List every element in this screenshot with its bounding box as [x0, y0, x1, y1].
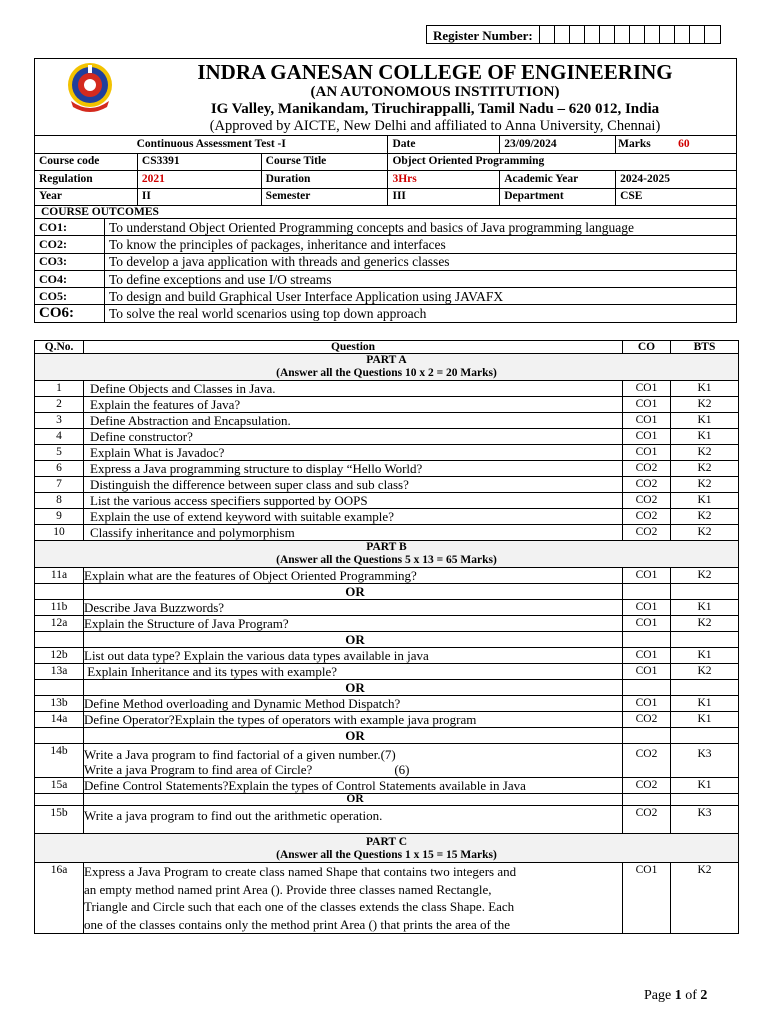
- question-co: CO1: [623, 429, 671, 445]
- course-outcome-row: [35, 219, 737, 236]
- question-number: 4: [35, 429, 84, 445]
- question-bts: K2: [671, 461, 739, 477]
- question-text: Explain Inheritance and its types with example?: [84, 664, 623, 680]
- part-b-header: [35, 541, 739, 568]
- outcome-code: CO5:: [35, 288, 105, 305]
- question-bts: K1: [671, 712, 739, 728]
- question-header: Question: [84, 341, 623, 354]
- question-row: [35, 696, 739, 712]
- course-outcome-row: [35, 236, 737, 253]
- register-number-cells: [540, 26, 720, 43]
- college-name: INDRA GANESAN COLLEGE OF ENGINEERING: [197, 60, 673, 84]
- question-bts: K1: [671, 778, 739, 794]
- outcome-code: CO3:: [35, 253, 105, 270]
- question-row: [35, 445, 739, 461]
- co-header: CO: [623, 341, 671, 354]
- question-co: CO1: [623, 381, 671, 397]
- question-line: an empty method named print Area (). Provide three classes named Rectangle,: [84, 881, 492, 897]
- register-number-cell: [570, 26, 585, 43]
- info-row-year: [35, 188, 737, 206]
- question-text: Define Objects and Classes in Java.: [84, 381, 623, 397]
- question-text: Distinguish the difference between super class and sub class?: [84, 477, 623, 493]
- question-co: CO2: [623, 712, 671, 728]
- question-number: 11a: [35, 568, 84, 584]
- college-logo: [61, 61, 119, 113]
- course-outcomes-heading: COURSE OUTCOMES: [34, 205, 737, 219]
- page-footer: [644, 988, 707, 1004]
- register-number-cell: [600, 26, 615, 43]
- outcome-text: To know the principles of packages, inheritance and interfaces: [105, 236, 737, 253]
- date-label: Date: [388, 136, 500, 154]
- question-line: Write a java Program to find area of Circle?: [84, 762, 313, 777]
- qno-header: Q.No.: [35, 341, 84, 354]
- outcome-text: To define exceptions and use I/O streams: [105, 270, 737, 287]
- question-line: Express a Java Program to create class named Shape that contains two integers and: [84, 864, 517, 879]
- department-value: CSE: [616, 188, 737, 206]
- approval-text: (Approved by AICTE, New Delhi and affiliated to Anna University, Chennai): [209, 118, 661, 134]
- question-co: CO1: [623, 863, 671, 934]
- question-co: CO2: [623, 493, 671, 509]
- question-bts: K2: [671, 397, 739, 413]
- info-row-regulation: [35, 171, 737, 189]
- info-row-course: [35, 153, 737, 171]
- or-label: OR: [84, 728, 623, 744]
- duration-label: Duration: [261, 171, 388, 189]
- question-bts: K1: [671, 696, 739, 712]
- question-co: CO2: [623, 525, 671, 541]
- question-row: [35, 461, 739, 477]
- question-bts: K2: [671, 509, 739, 525]
- question-text: Define Control Statements?Explain the types of Control Statements available in Java: [84, 778, 623, 794]
- semester-value: III: [388, 188, 500, 206]
- question-text: Explain the Structure of Java Program?: [84, 616, 623, 632]
- question-number: 12b: [35, 648, 84, 664]
- page-word: Page: [644, 988, 672, 1003]
- course-code-value: CS3391: [137, 153, 261, 171]
- of-word: of: [685, 988, 697, 1003]
- question-number: 8: [35, 493, 84, 509]
- question-text: Define Operator?Explain the types of operators with example java program: [84, 712, 623, 728]
- question-row: [35, 509, 739, 525]
- part-b-instruction: (Answer all the Questions 5 x 13 = 65 Marks): [276, 554, 497, 566]
- part-c-instruction: (Answer all the Questions 1 x 15 = 15 Marks): [276, 849, 497, 861]
- question-marks: (6): [394, 762, 410, 777]
- question-text: Explain what are the features of Object Oriented Programming?: [84, 568, 623, 584]
- bts-header: BTS: [671, 341, 739, 354]
- question-row: [35, 778, 739, 794]
- register-number-cell: [615, 26, 630, 43]
- or-label: OR: [84, 794, 623, 806]
- marks-label: Marks: [618, 137, 651, 150]
- question-row: [35, 477, 739, 493]
- test-name: Continuous Assessment Test -I: [35, 136, 388, 154]
- semester-label: Semester: [261, 188, 388, 206]
- register-number-cell: [705, 26, 720, 43]
- question-bts: K2: [671, 863, 739, 934]
- question-line: Write a Java program to find factorial of a given number.(7): [84, 747, 396, 762]
- question-number: 3: [35, 413, 84, 429]
- question-number: 14b: [35, 744, 84, 778]
- course-outcome-row: [35, 288, 737, 305]
- outcome-code: CO1:: [35, 219, 105, 236]
- question-number: 12a: [35, 616, 84, 632]
- marks-value: 60: [678, 137, 690, 150]
- question-row: [35, 712, 739, 728]
- or-row: [35, 728, 739, 744]
- register-number-cell: [645, 26, 660, 43]
- question-row: [35, 616, 739, 632]
- register-number-cell: [675, 26, 690, 43]
- question-text: [84, 863, 623, 934]
- question-number: 7: [35, 477, 84, 493]
- part-c-header: [35, 834, 739, 863]
- regulation-label: Regulation: [35, 171, 138, 189]
- question-co: CO2: [623, 477, 671, 493]
- question-row: [35, 863, 739, 934]
- question-co: CO2: [623, 509, 671, 525]
- course-title-value: Object Oriented Programming: [388, 153, 737, 171]
- course-outcome-row: [35, 270, 737, 287]
- question-row: [35, 413, 739, 429]
- register-number-cell: [690, 26, 705, 43]
- question-co: CO1: [623, 664, 671, 680]
- register-number-cell: [630, 26, 645, 43]
- question-number: 5: [35, 445, 84, 461]
- question-text: Explain What is Javadoc?: [84, 445, 623, 461]
- or-row: [35, 584, 739, 600]
- question-text: Describe Java Buzzwords?: [84, 600, 623, 616]
- question-co: CO1: [623, 648, 671, 664]
- or-label: OR: [84, 632, 623, 648]
- outcome-code: CO6:: [35, 305, 105, 322]
- question-row: [35, 568, 739, 584]
- duration-value: 3Hrs: [388, 171, 500, 189]
- question-number: 2: [35, 397, 84, 413]
- question-text: Explain the features of Java?: [84, 397, 623, 413]
- question-text: Classify inheritance and polymorphism: [84, 525, 623, 541]
- question-number: 16a: [35, 863, 84, 934]
- outcome-text: To solve the real world scenarios using top down approach: [105, 305, 737, 322]
- question-row: [35, 806, 739, 834]
- questions-header-row: [35, 341, 739, 354]
- question-bts: K1: [671, 648, 739, 664]
- question-bts: K1: [671, 493, 739, 509]
- question-text: Define Abstraction and Encapsulation.: [84, 413, 623, 429]
- question-text: Define constructor?: [84, 429, 623, 445]
- outcome-code: CO2:: [35, 236, 105, 253]
- question-text: Express a Java programming structure to display “Hello World?: [84, 461, 623, 477]
- question-co: CO1: [623, 696, 671, 712]
- question-bts: K2: [671, 445, 739, 461]
- question-text: [84, 744, 623, 778]
- part-b-title: PART B: [366, 541, 407, 553]
- question-co: CO1: [623, 413, 671, 429]
- question-bts: K1: [671, 429, 739, 445]
- course-info-table: [34, 135, 737, 206]
- question-row: [35, 664, 739, 680]
- college-address: IG Valley, Manikandam, Tiruchirappalli, Tamil Nadu – 620 012, India: [210, 101, 660, 117]
- questions-table: [34, 340, 739, 934]
- question-bts: K2: [671, 616, 739, 632]
- or-label: OR: [84, 680, 623, 696]
- course-outcomes-table: [34, 218, 737, 323]
- question-co: CO2: [623, 461, 671, 477]
- academic-year-value: 2024-2025: [616, 171, 737, 189]
- question-bts: K3: [671, 806, 739, 834]
- question-co: CO1: [623, 445, 671, 461]
- or-row: [35, 680, 739, 696]
- institution-status: (AN AUTONOMOUS INSTITUTION): [310, 84, 560, 100]
- course-code-label: Course code: [35, 153, 138, 171]
- or-row: [35, 794, 739, 806]
- register-number-cell: [585, 26, 600, 43]
- part-a-header: [35, 354, 739, 381]
- course-outcome-row: [35, 253, 737, 270]
- question-row: [35, 429, 739, 445]
- college-header: [34, 58, 737, 136]
- question-bts: K1: [671, 381, 739, 397]
- question-bts: K2: [671, 477, 739, 493]
- question-co: CO2: [623, 778, 671, 794]
- question-bts: K2: [671, 664, 739, 680]
- register-number-cell: [660, 26, 675, 43]
- question-row: [35, 600, 739, 616]
- marks-cell: [616, 136, 737, 154]
- register-number-cell: [540, 26, 555, 43]
- question-bts: K2: [671, 525, 739, 541]
- course-outcome-row: [35, 305, 737, 322]
- question-number: 15b: [35, 806, 84, 834]
- question-number: 9: [35, 509, 84, 525]
- question-text: Define Method overloading and Dynamic Method Dispatch?: [84, 696, 623, 712]
- or-label: OR: [84, 584, 623, 600]
- question-co: CO1: [623, 397, 671, 413]
- question-number: 11b: [35, 600, 84, 616]
- question-text: Explain the use of extend keyword with suitable example?: [84, 509, 623, 525]
- question-text: List out data type? Explain the various data types available in java: [84, 648, 623, 664]
- page-total: 2: [700, 988, 708, 1003]
- register-number-label: Register Number:: [427, 26, 540, 43]
- year-label: Year: [35, 188, 138, 206]
- page-number: 1: [674, 988, 682, 1003]
- register-number-box: [426, 25, 721, 44]
- outcome-text: To develop a java application with threads and generics classes: [105, 253, 737, 270]
- question-bts: K1: [671, 413, 739, 429]
- or-row: [35, 632, 739, 648]
- question-row: [35, 648, 739, 664]
- info-row-test: [35, 136, 737, 154]
- part-a-instruction: (Answer all the Questions 10 x 2 = 20 Marks): [276, 367, 497, 379]
- outcome-code: CO4:: [35, 270, 105, 287]
- question-co: CO2: [623, 744, 671, 778]
- question-line: Triangle and Circle such that each one of the classes extends the class Shape. Each: [84, 899, 515, 914]
- question-number: 13a: [35, 664, 84, 680]
- part-a-title: PART A: [366, 354, 407, 366]
- question-bts: K1: [671, 600, 739, 616]
- question-bts: K3: [671, 744, 739, 778]
- question-row: [35, 744, 739, 778]
- question-co: CO1: [623, 600, 671, 616]
- question-row: [35, 525, 739, 541]
- question-number: 1: [35, 381, 84, 397]
- academic-year-label: Academic Year: [500, 171, 616, 189]
- outcome-text: To understand Object Oriented Programming concepts and basics of Java programming language: [105, 219, 737, 236]
- question-number: 15a: [35, 778, 84, 794]
- question-number: 13b: [35, 696, 84, 712]
- question-number: 10: [35, 525, 84, 541]
- question-co: CO1: [623, 568, 671, 584]
- course-title-label: Course Title: [261, 153, 388, 171]
- register-number-cell: [555, 26, 570, 43]
- question-co: CO1: [623, 616, 671, 632]
- date-value: 23/09/2024: [500, 136, 616, 154]
- question-co: CO2: [623, 806, 671, 834]
- department-label: Department: [500, 188, 616, 206]
- question-number: 14a: [35, 712, 84, 728]
- year-value: II: [137, 188, 261, 206]
- question-bts: K2: [671, 568, 739, 584]
- question-number: 6: [35, 461, 84, 477]
- question-row: [35, 493, 739, 509]
- regulation-value: 2021: [137, 171, 261, 189]
- question-text: List the various access specifiers supported by OOPS: [84, 493, 623, 509]
- part-c-title: PART C: [365, 836, 408, 848]
- outcome-text: To design and build Graphical User Interface Application using JAVAFX: [105, 288, 737, 305]
- question-row: [35, 397, 739, 413]
- question-line: one of the classes contains only the method print Area () that prints the area of the: [84, 916, 510, 932]
- question-row: [35, 381, 739, 397]
- question-text: Write a java program to find out the arithmetic operation.: [84, 806, 623, 834]
